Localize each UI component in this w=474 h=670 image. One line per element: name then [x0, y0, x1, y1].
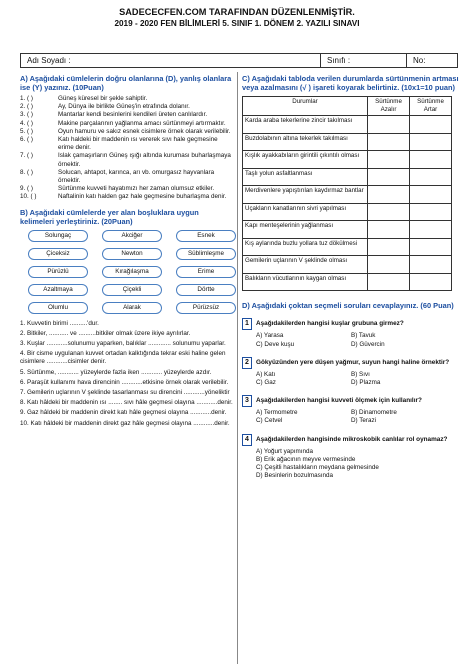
table-row: [243, 256, 452, 274]
decreases-check-cell[interactable]: [368, 133, 410, 151]
answer-blank[interactable]: 9. ( ): [20, 185, 33, 193]
true-false-item: [20, 185, 234, 193]
decreases-check-cell[interactable]: [368, 273, 410, 291]
answer-blank[interactable]: 2. ( ): [20, 103, 33, 111]
decreases-check-cell[interactable]: [368, 168, 410, 186]
table-row: [243, 203, 452, 221]
statement-text: Mantarlar kendi besinlerini kendileri üreten canlılardır.: [58, 111, 208, 119]
question-header: [242, 357, 460, 369]
statement-text: Islak çamaşırların Güneş ışığı altında kuruması buharlaşmaya örnektir.: [58, 152, 231, 168]
situation-cell: Kış aylarında buzlu yollara tuz dökülmesi: [243, 238, 368, 256]
answer-option[interactable]: C) Çeşitli hastalıkların meydana gelmesinde: [256, 464, 379, 472]
answer-option[interactable]: B) Erik ağacının meyve vermesinde: [256, 455, 356, 463]
increases-check-cell[interactable]: [410, 186, 452, 204]
true-false-item: [20, 136, 234, 152]
statement-text: Solucan, ahtapot, karınca, arı vb. omurgasız hayvanlara örnektir.: [58, 168, 215, 185]
fill-in-item: 10. Katı hâldeki bir maddenin direkt gaz hâle geçmesi olayına ............denir.: [20, 419, 230, 427]
statement-text: Katı haldeki bir maddenin ısı vererek sıvı hale geçmesine erime denir.: [58, 136, 218, 152]
question-header: [242, 395, 460, 407]
friction-table: [242, 96, 452, 291]
answer-option[interactable]: D) Güvercin: [351, 340, 385, 348]
right-column: [242, 74, 460, 480]
exam-header: [0, 6, 474, 30]
fill-in-item: 2. Bitkiler, ........... ve ..........bitkiler olmak üzere ikiye ayrılırlar.: [20, 329, 191, 337]
answer-option[interactable]: B) Sıvı: [351, 370, 370, 378]
answer-option[interactable]: A) Katı: [256, 370, 276, 378]
answer-option[interactable]: A) Yoğurt yapımında: [256, 447, 314, 455]
word-bank: [28, 230, 234, 314]
statement-text: Naftalinin katı halden gaz hale geçmesine buharlaşma denir.: [58, 193, 227, 201]
word-chip: Çiçekli: [102, 284, 162, 296]
answer-blank[interactable]: 3. ( ): [20, 111, 33, 119]
increases-check-cell[interactable]: [410, 273, 452, 291]
increases-check-cell[interactable]: [410, 238, 452, 256]
answer-options: [256, 371, 460, 387]
increases-check-cell[interactable]: [410, 221, 452, 239]
answer-option[interactable]: B) Tavuk: [351, 332, 376, 340]
situation-cell: Kapı menteşelerinin yağlanması: [243, 221, 368, 239]
word-chip: Solungaç: [28, 230, 88, 242]
header-line-2: 2019 - 2020 FEN BİLİMLERİ 5. SINIF 1. DÖNEM 2. YAZILI SINAVI: [114, 19, 360, 28]
question-header: [242, 434, 460, 446]
statement-text: Makine parçalarının yağlanma amacı sürtünmeyi artırmaktır.: [58, 119, 226, 127]
true-false-item: [20, 193, 234, 201]
fill-in-item: 5. Sürtünme, ............ yüzeylerde fazla iken ............ yüzeylerde azdır.: [20, 368, 212, 376]
left-column: [20, 74, 234, 428]
table-header-artar: Sürtünme Artar: [410, 97, 452, 116]
answer-blank[interactable]: 5. ( ): [20, 127, 33, 135]
table-header-azalir: Sürtünme Azalır: [368, 97, 410, 116]
question-block: [242, 357, 460, 387]
table-row: [243, 168, 452, 186]
situation-cell: Balıkların vücutlarının kaygan olması: [243, 273, 368, 291]
decreases-check-cell[interactable]: [368, 256, 410, 274]
true-false-item: [20, 128, 234, 136]
question-text: Gökyüzünden yere düşen yağmur, suyun hangi haline örnektir?: [256, 358, 450, 366]
decreases-check-cell[interactable]: [368, 238, 410, 256]
word-chip: Kırağılaşma: [102, 266, 162, 278]
increases-check-cell[interactable]: [410, 133, 452, 151]
answer-blank[interactable]: 6. ( ): [20, 136, 33, 144]
class-field[interactable]: Sınıfı :: [321, 54, 407, 67]
section-d-title: D) Aşağıdaki çoktan seçmeli soruları cevaplayınız. (60 Puan): [242, 301, 454, 311]
true-false-item: [20, 152, 234, 168]
table-row: [243, 133, 452, 151]
table-header-durumlar: Durumlar: [243, 97, 368, 116]
statement-text: Sürtünme kuvveti hayatımızı her zaman olumsuz etkiler.: [58, 185, 215, 193]
multiple-choice-list: [242, 318, 460, 480]
situation-cell: Karda araba tekerlerine zincir takılması: [243, 116, 368, 134]
student-info-bar: [20, 53, 458, 68]
word-chip: Pürüzsüz: [176, 302, 236, 314]
situation-cell: Uçakların kanatlarının sivri yapılması: [243, 203, 368, 221]
table-row: [243, 116, 452, 134]
true-false-item: [20, 169, 234, 185]
question-header: [242, 318, 460, 330]
answer-option[interactable]: D) Besinlerin bozulmasında: [256, 472, 333, 480]
fill-in-item: 7. Gemilerin uçlarının V şeklinde tasarlanması su direncini ............yöneliktir: [20, 389, 230, 397]
answer-option[interactable]: C) Cetvel: [256, 417, 283, 425]
answer-blank[interactable]: 1. ( ): [20, 95, 33, 102]
question-text: Aşağıdakilerden hangisi kuvveti ölçmek için kullanılır?: [256, 397, 422, 405]
question-number: 1: [242, 318, 252, 330]
question-block: [242, 434, 460, 481]
word-chip: Erime: [176, 266, 236, 278]
word-chip: Çiceksiz: [28, 248, 88, 260]
question-number: 2: [242, 357, 252, 369]
question-number: 4: [242, 434, 252, 446]
word-chip: Akciğer: [102, 230, 162, 242]
statement-text: Oyun hamuru ve sakız esnek cisimlere örnek olarak verilebilir.: [58, 127, 231, 135]
decreases-check-cell[interactable]: [368, 221, 410, 239]
situation-cell: Kışlık ayakkabıların girintili çıkıntılı olması: [243, 151, 368, 169]
answer-blank[interactable]: 8. ( ): [20, 168, 33, 176]
decreases-check-cell[interactable]: [368, 116, 410, 134]
increases-check-cell[interactable]: [410, 168, 452, 186]
question-text: Aşağıdakilerden hangisinde mikroskobik canlılar rol oynamaz?: [256, 435, 448, 443]
name-field[interactable]: Adı Soyadı :: [21, 54, 321, 67]
answer-option[interactable]: C) Deve kuşu: [256, 340, 295, 348]
situation-cell: Merdivenlere yapıştırılan kaydırmaz bantlar: [243, 186, 368, 204]
word-chip: Alarak: [102, 302, 162, 314]
increases-check-cell[interactable]: [410, 151, 452, 169]
increases-check-cell[interactable]: [410, 116, 452, 134]
fill-in-list: [20, 320, 234, 428]
answer-option[interactable]: D) Terazi: [351, 417, 377, 425]
answer-blank[interactable]: 10. ( ): [20, 193, 37, 201]
answer-blank[interactable]: 7. ( ): [20, 152, 33, 160]
header-line-1: SADECECFEN.COM TARAFINDAN DÜZENLENMİŞTİR.: [119, 7, 355, 17]
question-number: 3: [242, 395, 252, 407]
fill-in-item: 9. Gaz hâldeki bir maddenin direkt katı hâle geçmesi olayına ............denir.: [20, 409, 227, 417]
question-block: [242, 395, 460, 425]
answer-options: [256, 448, 460, 481]
decreases-check-cell[interactable]: [368, 151, 410, 169]
table-row: [243, 238, 452, 256]
fill-in-item: 3. Kuşlar ............solunumu yaparken, balıklar ............. solunumu yaparlar.: [20, 340, 226, 348]
question-text: Aşağıdakilerden hangisi kuşlar grubuna girmez?: [256, 320, 404, 328]
word-chip: Olumlu: [28, 302, 88, 314]
answer-option[interactable]: B) Dinamometre: [351, 409, 397, 417]
answer-options: [256, 332, 460, 348]
answer-option[interactable]: D) Plazma: [351, 379, 381, 387]
section-a-title: A) Aşağıdaki cümlelerin doğru olanlarına (D), yanlış olanlara ise (Y) yazınız. (10Puan): [20, 74, 232, 92]
decreases-check-cell[interactable]: [368, 203, 410, 221]
table-row: [243, 151, 452, 169]
answer-blank[interactable]: 4. ( ): [20, 119, 33, 127]
word-chip: Pürüzlü: [28, 266, 88, 278]
increases-check-cell[interactable]: [410, 256, 452, 274]
number-field[interactable]: No:: [413, 56, 426, 65]
fill-in-item: 4. Bir cisme uygulanan kuvvet ortadan kalktığında tekrar eski haline gelen cisimlere ............cisimler denir.: [20, 350, 226, 366]
word-chip: Süblimleşme: [176, 248, 236, 260]
table-row: [243, 186, 452, 204]
true-false-item: [20, 120, 234, 128]
true-false-item: [20, 103, 234, 111]
fill-in-item: 1. Kuvvetin birimi ..........'dur.: [20, 319, 99, 327]
fill-in-item: 6. Paraşüt kullanımı hava direncinin ............etkisine örnek olarak verilebilir.: [20, 378, 229, 386]
question-block: [242, 318, 460, 348]
true-false-item: [20, 111, 234, 119]
true-false-list: [20, 95, 234, 202]
table-row: [243, 221, 452, 239]
increases-check-cell[interactable]: [410, 203, 452, 221]
decreases-check-cell[interactable]: [368, 186, 410, 204]
table-row: [243, 273, 452, 291]
situation-cell: Gemilerin uçlarının V şeklinde olması: [243, 256, 368, 274]
word-chip: Azaltmaya: [28, 284, 88, 296]
answer-options: [256, 409, 460, 425]
column-divider: [237, 72, 238, 664]
section-b-title: B) Aşağıdaki cümlelerde yer alan boşluklara uygun kelimeleri yerleştiriniz. (20Puan): [20, 207, 199, 226]
answer-option[interactable]: A) Yarasa: [256, 332, 284, 340]
fill-in-item: 8. Katı hâldeki bir maddenin ısı ........ sıvı hâle geçmesi olayına ............denir.: [20, 399, 233, 407]
word-chip: Esnek: [176, 230, 236, 242]
answer-option[interactable]: C) Gaz: [256, 379, 276, 387]
word-chip: Newton: [102, 248, 162, 260]
word-chip: Dörtte: [176, 284, 236, 296]
statement-text: Ay, Dünya ile birlikte Güneş'in etrafında dolanır.: [58, 103, 190, 111]
situation-cell: Taşlı yolun asfaltlanması: [243, 168, 368, 186]
statement-text: Güneş küresel bir şekle sahiptir.: [58, 95, 148, 102]
section-c-title: C) Aşağıdaki tabloda verilen durumlarda sürtünmenin artması veya azalmasını (√ ) işareti koyarak belirtiniz. (10x1=10 puan): [242, 74, 459, 92]
situation-cell: Buzdolabının altına tekerlek takılması: [243, 133, 368, 151]
answer-option[interactable]: A) Termometre: [256, 409, 298, 417]
true-false-item: [20, 95, 234, 103]
